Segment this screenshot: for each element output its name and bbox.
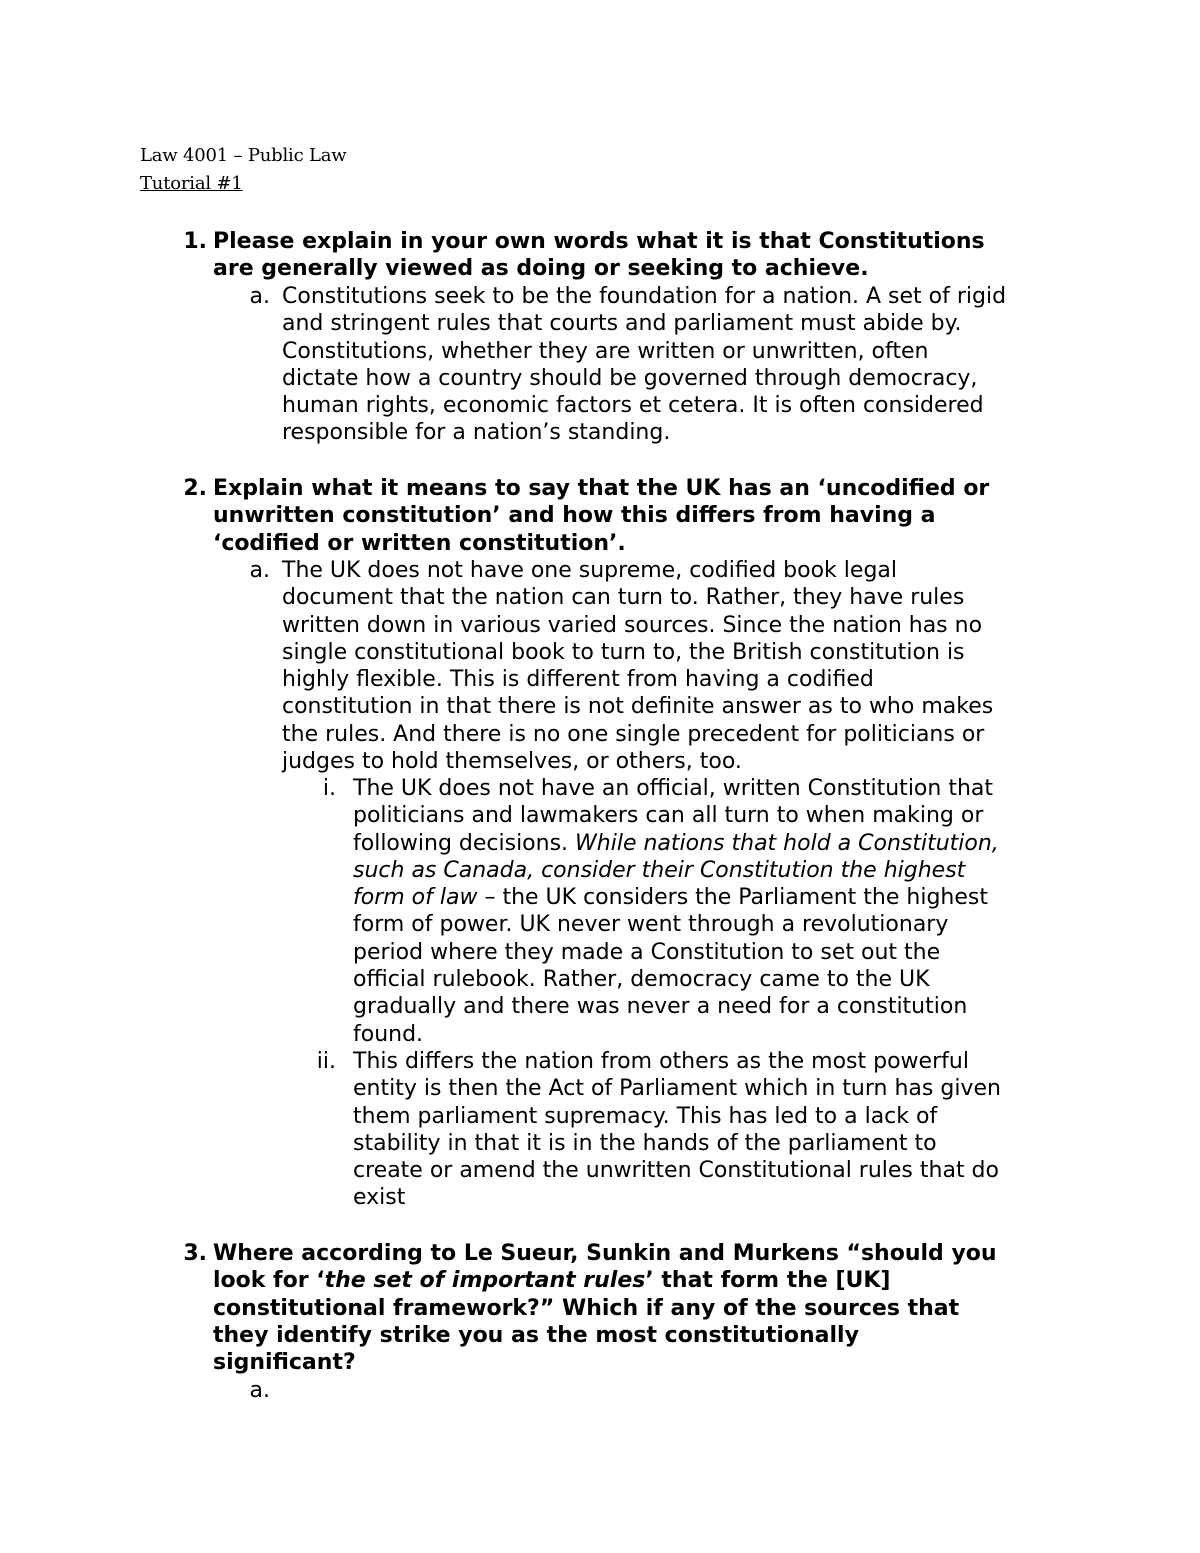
answer-text: Constitutions seek to be the foundation for a nation. A set of rigid and stringent rules that courts and parliament must abide by. Constitutions, whether they are written or unwritten, often dictate how a country should be governed through democracy, human rights, economic factors et cetera. It is often considered responsible for a nation’s standing. <box>282 284 1007 446</box>
question-3-text: Where according to Le Sueur, Sunkin and Murkens “should you look for ‘the set of important rules’ that form the [UK] constitutional framework?” Which if any of the sources that they identify strike you as the most constitutionally significant? <box>213 1241 997 1376</box>
question-1-answer-a <box>243 283 1006 447</box>
answer-text: The UK does not have one supreme, codified book legal document that the nation can turn to. Rather, they have rules written down in various varied sources. Since the nation has no single constitutional book to turn to, the British constitution is highly flexible. This is different from having a codified constitution in that there is not definite answer as to who makes the rules. And there is no one single precedent for politicians or judges to hold themselves, or others, too. <box>282 558 994 775</box>
subpoint-text: This differs the nation from others as the most powerful entity is then the Act of Parliament which in turn has given them parliament supremacy. This has led to a lack of stability in that it is in the hands of the parliament to create or amend the unwritten Constitutional rules that do exist <box>353 1049 1001 1211</box>
answer-label: a. <box>249 558 270 583</box>
answer-label: a. <box>249 1378 270 1403</box>
question-3-number: 3. <box>183 1241 207 1266</box>
question-2-text: Explain what it means to say that the UK has an ‘uncodified or unwritten constitution’ and how this differs from having a ‘codified or written constitution’. <box>213 476 990 556</box>
subpoint-label: ii. <box>316 1049 336 1074</box>
document-header <box>140 142 347 198</box>
question-1-number: 1. <box>183 229 207 254</box>
question-2-number: 2. <box>183 476 207 501</box>
course-title: Law 4001 – Public Law <box>140 145 347 166</box>
question-2-answer-a <box>243 557 993 775</box>
question-2-answer-i <box>300 775 999 1048</box>
question-3-answer-a <box>243 1377 270 1404</box>
answer-label: a. <box>249 284 270 309</box>
question-2-answer-ii <box>300 1048 1001 1212</box>
question-1 <box>170 228 985 283</box>
question-2 <box>170 475 989 557</box>
subpoint-text: The UK does not have an official, written Constitution that politicians and lawmakers can all turn to when making or following decisions. While nations that hold a Constitution, such as Canada, consider their Constitution the highest form of law – the UK considers the Parliament the highest form of power. UK never went through a revolutionary period where they made a Constitution to set out the official rulebook. Rather, democracy came to the UK gradually and there was never a need for a constitution found. <box>353 776 999 1047</box>
tutorial-title: Tutorial #1 <box>140 173 243 194</box>
question-3 <box>170 1240 997 1376</box>
subpoint-label: i. <box>322 776 336 801</box>
question-1-text: Please explain in your own words what it is that Constitutions are generally viewed as doing or seeking to achieve. <box>213 229 985 282</box>
